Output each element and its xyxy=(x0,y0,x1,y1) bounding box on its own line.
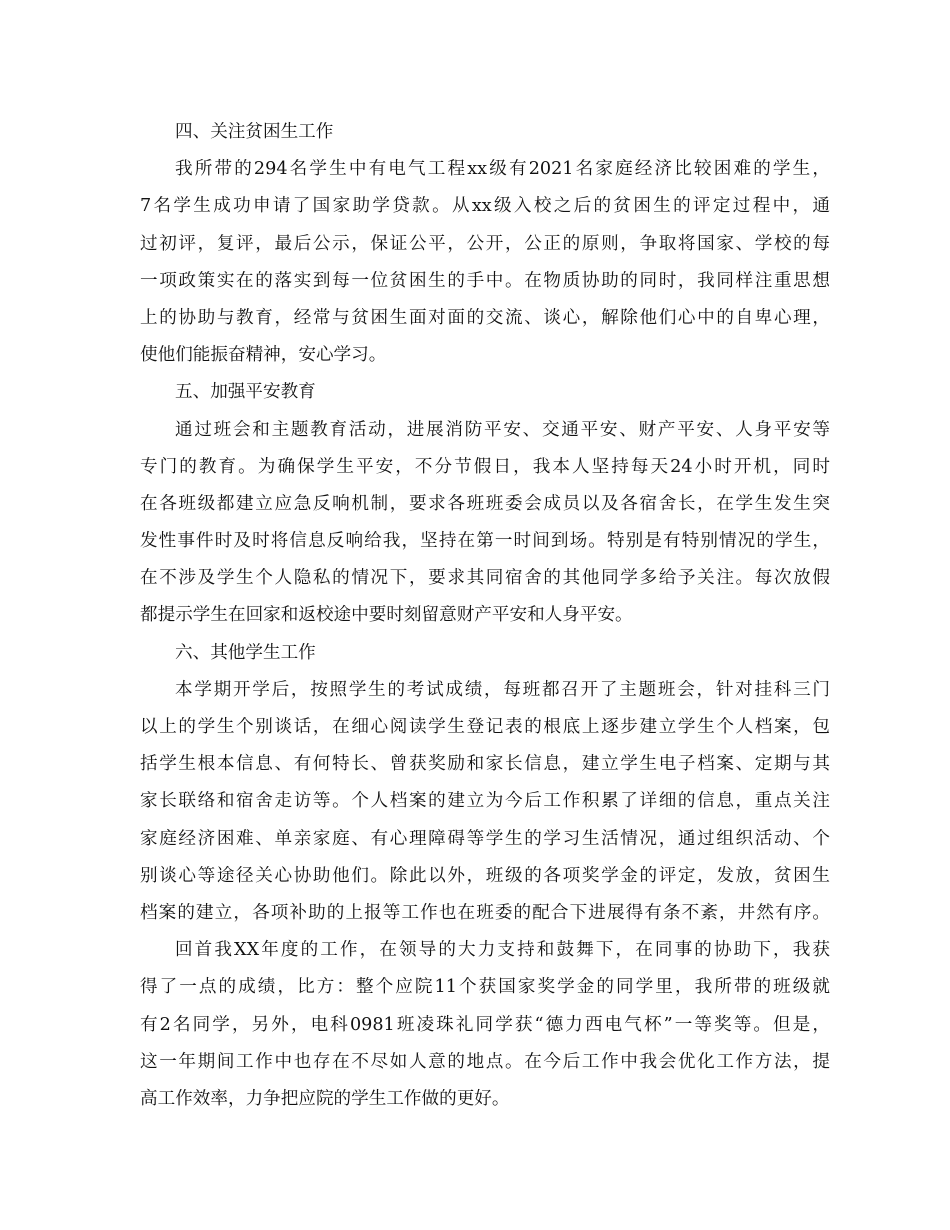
paragraph-line: 7名学生成功申请了国家助学贷款。从xx级入校之后的贫困生的评定过程中，通 xyxy=(140,196,830,217)
paragraph-line: 这一年期间工作中也存在不尽如人意的地点。在今后工作中我会优化工作方法，提 xyxy=(140,1051,830,1072)
paragraph-line: 档案的建立，各项补助的上报等工作也在班委的配合下进展得有条不紊，井然有序。 xyxy=(140,902,830,923)
paragraph-line: 高工作效率，力争把应院的学生工作做的更好。 xyxy=(140,1088,510,1109)
paragraph-line: 上的协助与教育，经常与贫困生面对面的交流、谈心，解除他们心中的自卑心理， xyxy=(140,307,830,328)
paragraph-line: 通过班会和主题教育活动，进展消防平安、交通平安、财产平安、人身平安等 xyxy=(175,419,830,440)
paragraph-line: 本学期开学后，按照学生的考试成绩，每班都召开了主题班会，针对挂科三门 xyxy=(175,679,830,700)
section-heading: 四、关注贫困生工作 xyxy=(175,122,334,142)
paragraph-line: 我所带的294名学生中有电气工程xx级有2021名家庭经济比较困难的学生， xyxy=(175,159,830,180)
paragraph-line: 以上的学生个别谈话，在细心阅读学生登记表的根底上逐步建立学生个人档案，包 xyxy=(140,717,830,737)
paragraph-line: 一项政策实在的落实到每一位贫困生的手中。在物质协助的同时，我同样注重思想 xyxy=(140,270,830,291)
paragraph-line: 得了一点的成绩，比方：整个应院11个获国家奖学金的同学里，我所带的班级就 xyxy=(140,977,830,998)
section-heading: 六、其他学生工作 xyxy=(175,642,316,663)
paragraph-line: 发性事件时及时将信息反响给我，坚持在第一时间到场。特别是有特别情况的学生， xyxy=(140,531,830,552)
paragraph-line: 在各班级都建立应急反响机制，要求各班班委会成员以及各宿舍长，在学生发生突 xyxy=(140,493,830,514)
paragraph-line: 括学生根本信息、有何特长、曾获奖励和家长信息，建立学生电子档案、定期与其 xyxy=(140,754,830,775)
paragraph-line: 有2名同学，另外，电科0981班凌珠礼同学获“德力西电气杯”一等奖等。但是， xyxy=(140,1014,830,1035)
paragraph-line: 家长联络和宿舍走访等。个人档案的建立为今后工作积累了详细的信息，重点关注 xyxy=(140,791,830,812)
paragraph-line: 使他们能振奋精神，安心学习。 xyxy=(140,345,387,366)
section-heading: 五、加强平安教育 xyxy=(175,382,316,403)
paragraph-line: 家庭经济困难、单亲家庭、有心理障碍等学生的学习生活情况，通过组织活动、个 xyxy=(140,828,830,849)
paragraph-line: 专门的教育。为确保学生平安，不分节假日，我本人坚持每天24小时开机，同时 xyxy=(140,456,830,477)
paragraph-line: 回首我XX年度的工作，在领导的大力支持和鼓舞下，在同事的协助下，我获 xyxy=(175,940,830,961)
document-body xyxy=(140,114,830,1118)
paragraph-line: 都提示学生在回家和返校途中要时刻留意财产平安和人身平安。 xyxy=(140,605,633,626)
paragraph-line: 在不涉及学生个人隐私的情况下，要求其同宿舍的其他同学多给予关注。每次放假 xyxy=(140,568,830,589)
paragraph-line: 别谈心等途径关心协助他们。除此以外，班级的各项奖学金的评定，发放，贫困生 xyxy=(140,865,830,886)
paragraph-line: 过初评，复评，最后公示，保证公平，公开，公正的原则，争取将国家、学校的每 xyxy=(140,233,830,254)
